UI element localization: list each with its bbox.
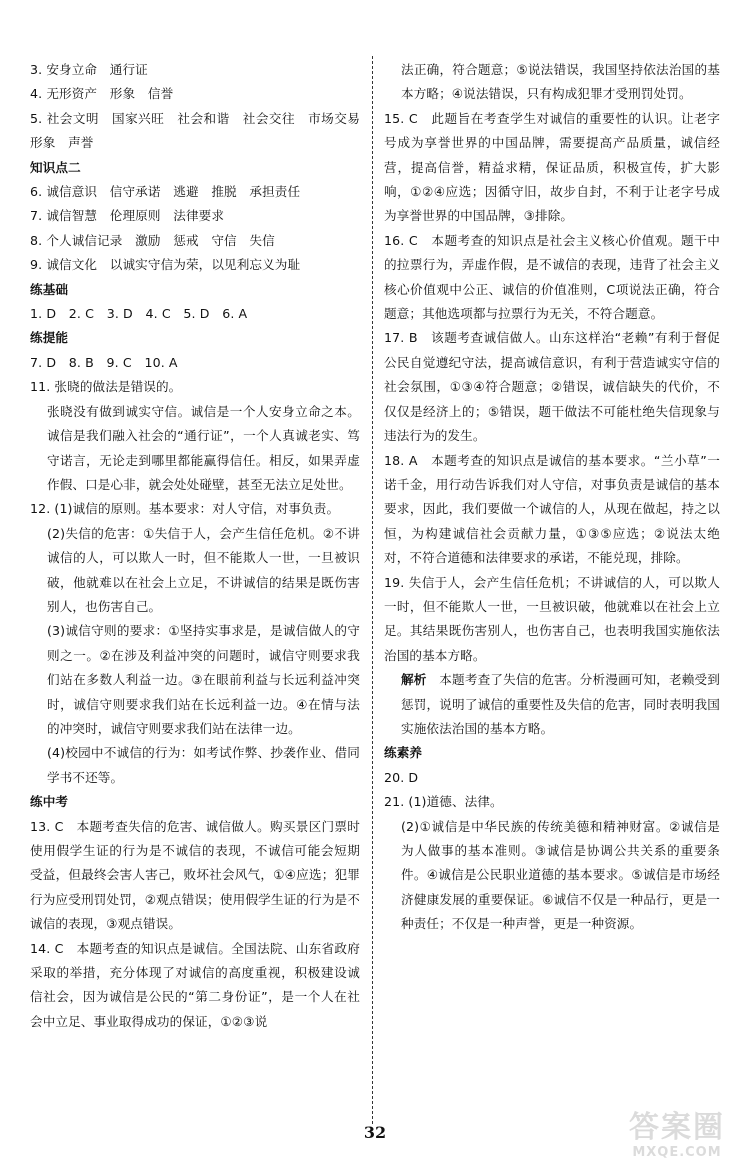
- answer-item: 17. B 该题考查诚信做人。山东这样治“老赖”有利于督促公民自觉遵纪守法，提高诚信意识，有利于营造诚实守信的社会氛围，①③④符合题意；②错误，诚信缺失的代价，不仅仅是经济上的；⑤错误，题干做法不可能杜绝失信现象与违法行为的发生。: [384, 330, 720, 444]
- analysis-text: 本题考查了失信的危害。分析漫画可知，老赖受到惩罚，说明了诚信的重要性及失信的危害，同时表明我国实施依法治国的基本方略。: [401, 672, 720, 736]
- answer-item: 20. D: [384, 769, 419, 785]
- watermark-logo-text: 答案圈: [629, 1110, 725, 1145]
- answer-paragraph: (2)失信的危害：①失信于人，会产生信任危机。②不讲诚信的人，可以欺人一时，但不能欺人一世，一旦被识破，他就难以在社会上立足，不讲诚信的结果是既伤害别人，也伤害自己。: [47, 525, 360, 614]
- answer-item: 19. 失信于人，会产生信任危机；不讲诚信的人，可以欺人一时，但不能欺人一世，一旦被识破，他就难以在社会上立足。其结果既伤害别人，也伤害自己，也表明我国实施依法治国的基本方略。: [384, 574, 720, 663]
- analysis-label: 解析: [401, 672, 427, 688]
- right-column: [384, 58, 720, 937]
- answer-item: 6. 诚信意识 信守承诺 逃避 推脱 承担责任: [30, 184, 301, 200]
- answer-paragraph: (3)诚信守则的要求：①坚持实事求是，是诚信做人的守则之一。②在涉及利益冲突的问题时，诚信守则要求我们站在多数人利益一边。③在眼前利益与长远利益冲突时，诚信守则要求我们站在长远利益一边。④在情与法的冲突时，诚信守则要求我们站在法律一边。: [47, 623, 360, 736]
- column-divider: [372, 56, 373, 1124]
- answer-item: 14. C 本题考查的知识点是诚信。全国法院、山东省政府采取的举措，充分体现了对诚信的高度重视，积极建设诚信社会，因为诚信是公民的“第二身份证”，是一个人在社会中立足、事业取得成功的保证，①②③说: [30, 940, 360, 1029]
- answer-paragraph: 法正确，符合题意；⑤说法错误，我国坚持依法治国的基本方略；④说法错误，只有构成犯罪才受刑罚处罚。: [401, 62, 720, 102]
- answer-item: 7. D 8. B 9. C 10. A: [30, 354, 178, 370]
- answer-item: 21. (1)道德、法律。: [384, 794, 503, 810]
- left-column: [30, 58, 373, 1034]
- answer-item: 4. 无形资产 形象 信誉: [30, 86, 174, 102]
- answer-item: 12. (1)诚信的原则。基本要求：对人守信，对事负责。: [30, 501, 340, 517]
- answer-item: 7. 诚信智慧 伦理原则 法律要求: [30, 208, 225, 224]
- answer-item: 3. 安身立命 通行证: [30, 62, 148, 77]
- answer-item: 1. D 2. C 3. D 4. C 5. D 6. A: [30, 306, 248, 322]
- analysis-paragraph: [384, 668, 720, 741]
- section-heading: 练基础: [30, 281, 69, 297]
- answer-item: 15. C 此题旨在考查学生对诚信的重要性的认识。让老字号成为享誉世界的中国品牌，需要提高产品质量，诚信经营，提高信誉，精益求精，保证品质，积极宣传，扩大影响，①②④应选；因循守旧，故步自封，不利于让老字号成为享誉世界的中国品牌，③排除。: [384, 110, 720, 224]
- page-number: 32: [363, 1123, 387, 1142]
- answer-item: 8. 个人诚信记录 激励 惩戒 守信 失信: [30, 232, 275, 248]
- watermark-logo: [612, 1111, 742, 1163]
- answer-paragraph: (2)①诚信是中华民族的传统美德和精神财富。②诚信是为人做事的基本准则。③诚信是协调公共关系的重要条件。④诚信是公民职业道德的基本要求。⑤诚信是市场经济健康发展的重要保证。⑥诚信不仅是一种品行，更是一种责任；不仅是一种声誉，更是一种资源。: [401, 818, 720, 932]
- section-heading: 练中考: [30, 794, 69, 810]
- answer-item: 11. 张晓的做法是错误的。: [30, 379, 182, 395]
- answer-item: 9. 诚信文化 以诚实守信为荣，以见利忘义为耻: [30, 257, 301, 273]
- section-heading: 练素养: [384, 745, 423, 761]
- section-heading: 练提能: [30, 330, 69, 346]
- answer-paragraph: (4)校园中不诚信的行为：如考试作弊、抄袭作业、借同学书不还等。: [47, 745, 360, 785]
- answer-item: 13. C 本题考查失信的危害、诚信做人。购买景区门票时使用假学生证的行为是不诚信的表现，不诚信可能会短期受益，但最终会害人害己，败坏社会风气，①④应选；犯罪行为应受刑罚处罚，②观点错误；使用假学生证的行为是不诚信的表现，③观点错误。: [30, 818, 360, 932]
- answer-paragraph: 张晓没有做到诚实守信。诚信是一个人安身立命之本。诚信是我们融入社会的“通行证”，一个人真诚老实、笃守诺言，无论走到哪里都能赢得信任。相反，如果弄虚作假、口是心非，就会处处碰壁，甚至无法立足处世。: [47, 403, 360, 492]
- section-heading: 知识点二: [30, 159, 81, 175]
- answer-item: 16. C 本题考查的知识点是社会主义核心价值观。题干中的拉票行为，弄虚作假，是不诚信的表现，违背了社会主义核心价值观中公正、诚信的价值准则，C项说法正确，符合题意；其他选项都与拉票行为无关，不符合题意。: [384, 232, 720, 322]
- answer-item: 18. A 本题考查的知识点是诚信的基本要求。“兰小草”一诺千金，用行动告诉我们对人守信，对事负责是诚信的基本要求，因此，我们要做一个诚信的人，从现在做起，持之以恒，为构建诚信社会贡献力量，①③⑤应选；②说法太绝对，不符合道德和法律要求的承诺，不能兑现，排除。: [384, 452, 720, 566]
- watermark-url: MXQE.COM: [632, 1145, 722, 1160]
- answer-item: 5. 社会文明 国家兴旺 社会和谐 社会交往 市场交易 形象 声誉: [30, 110, 373, 151]
